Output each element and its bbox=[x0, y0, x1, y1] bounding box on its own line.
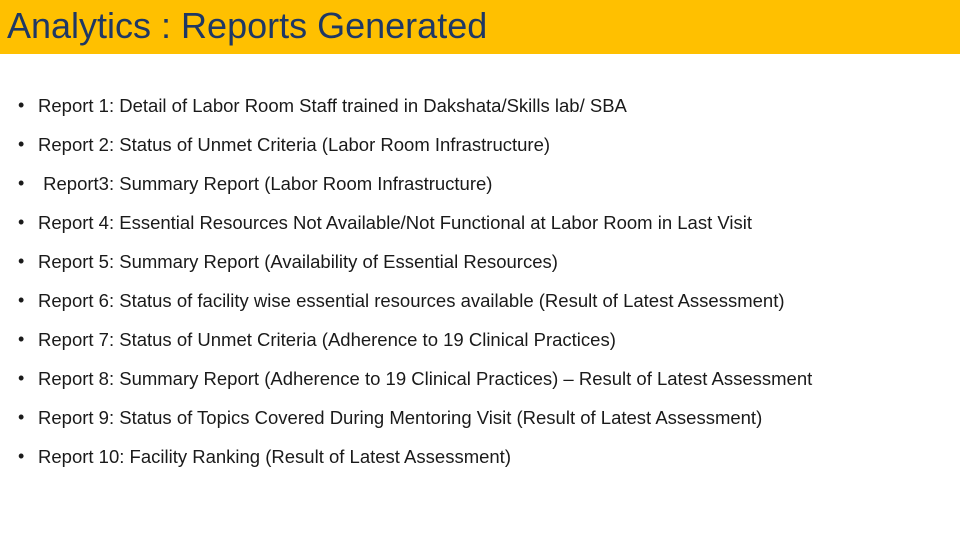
bullet-icon: • bbox=[18, 446, 25, 466]
report-text: Report3: Summary Report (Labor Room Infrastructure) bbox=[38, 173, 493, 194]
report-item-2 bbox=[18, 131, 938, 158]
slide-title: Analytics : Reports Generated bbox=[7, 5, 488, 46]
bullet-icon: • bbox=[18, 212, 25, 232]
report-item-4 bbox=[18, 209, 938, 236]
report-item-10 bbox=[18, 443, 938, 470]
report-item-7 bbox=[18, 326, 938, 353]
report-text: Report 5: Summary Report (Availability of Essential Resources) bbox=[38, 251, 558, 272]
report-text: Report 9: Status of Topics Covered During Mentoring Visit (Result of Latest Assessment) bbox=[38, 407, 763, 428]
bullet-icon: • bbox=[18, 407, 25, 427]
report-text: Report 7: Status of Unmet Criteria (Adherence to 19 Clinical Practices) bbox=[38, 329, 616, 350]
report-text: Report 4: Essential Resources Not Available/Not Functional at Labor Room in Last Visit bbox=[38, 212, 752, 233]
report-text: Report 1: Detail of Labor Room Staff trained in Dakshata/Skills lab/ SBA bbox=[38, 95, 627, 116]
bullet-icon: • bbox=[18, 173, 25, 193]
report-text: Report 6: Status of facility wise essential resources available (Result of Latest Assessment) bbox=[38, 290, 785, 311]
report-item-1 bbox=[18, 92, 938, 119]
bullet-icon: • bbox=[18, 95, 25, 115]
report-item-3 bbox=[18, 170, 938, 197]
bullet-icon: • bbox=[18, 290, 25, 310]
report-item-5 bbox=[18, 248, 938, 275]
report-item-6 bbox=[18, 287, 938, 314]
bullet-icon: • bbox=[18, 134, 25, 154]
bullet-icon: • bbox=[18, 329, 25, 349]
bullet-icon: • bbox=[18, 368, 25, 388]
report-item-8 bbox=[18, 365, 938, 392]
report-text: Report 2: Status of Unmet Criteria (Labor Room Infrastructure) bbox=[38, 134, 551, 155]
report-text: Report 10: Facility Ranking (Result of Latest Assessment) bbox=[38, 446, 511, 467]
report-list bbox=[18, 92, 938, 482]
title-bar bbox=[0, 0, 960, 54]
bullet-icon: • bbox=[18, 251, 25, 271]
report-item-9 bbox=[18, 404, 938, 431]
report-text: Report 8: Summary Report (Adherence to 19 Clinical Practices) – Result of Latest Assessment bbox=[38, 368, 813, 389]
